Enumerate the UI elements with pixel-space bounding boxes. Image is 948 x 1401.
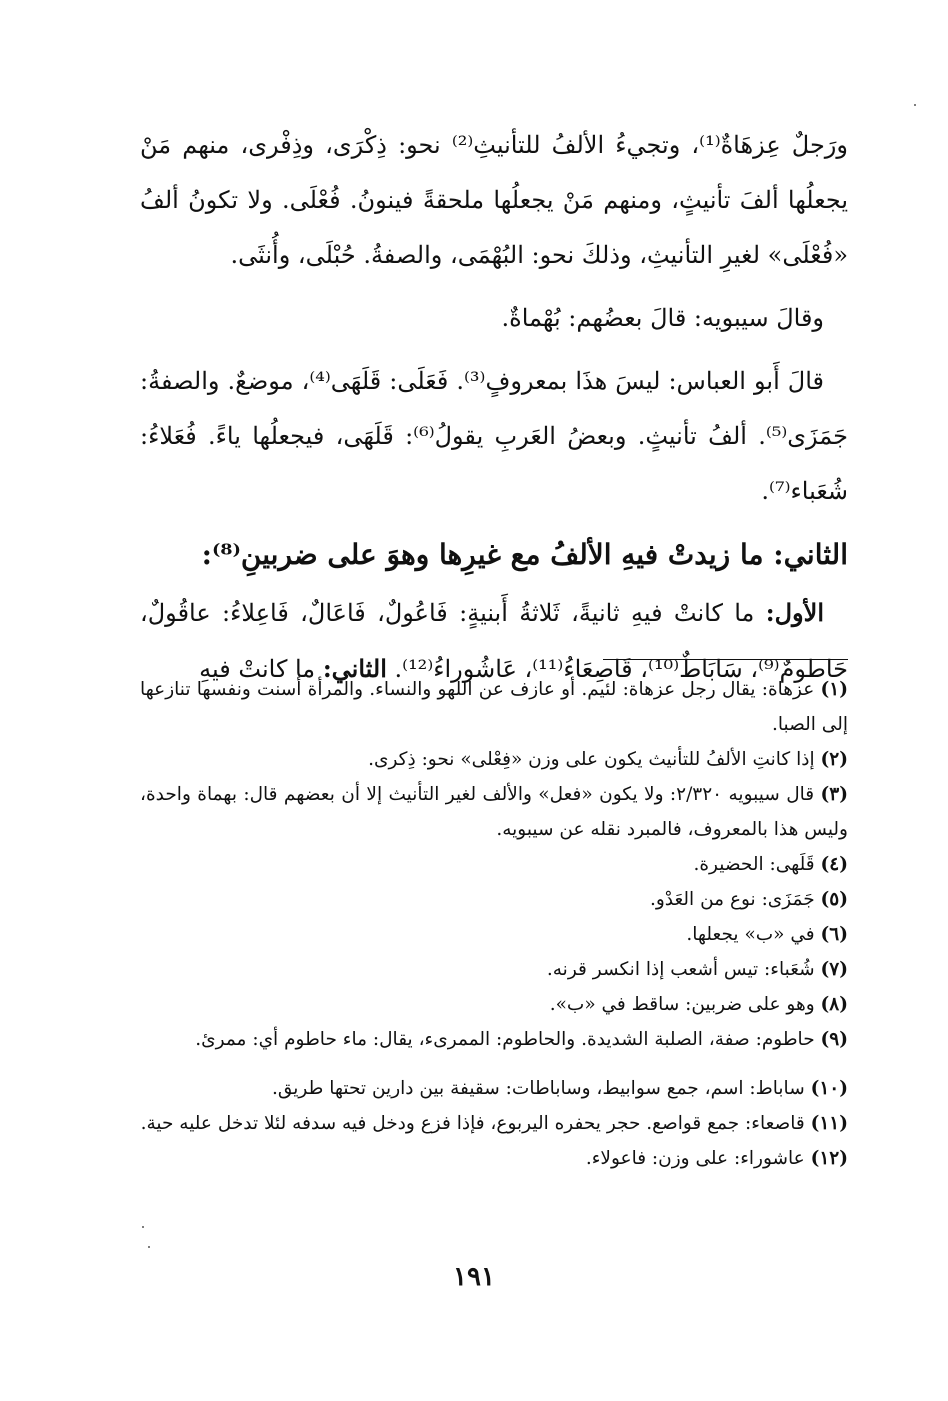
scan-speck [142, 1226, 144, 1228]
second-label: الثاني: [322, 654, 387, 683]
footnote: (٨) وهو على ضربين: ساقط في «ب». [549, 994, 848, 1015]
footnote: (٩) حاطوم: صفة، الصلبة الشديدة. والحاطوم: الممرىء، يقال: ماء حاطوم أي: ممرئ. [195, 1029, 848, 1050]
footnotes [140, 672, 848, 1176]
first-text: ما كانتْ فيهِ ثانيةً، ثَلاثةُ أَبنيةٍ: فَاعُولٌ، فَاعَالٌ، فَاعِلاءُ: عاقُولٌ، حَاطومٌ⁽⁹⁾، سَابَاطٌ⁽¹⁰⁾، قَاصِعَاءُ⁽¹¹⁾، عَاشُوراءُ⁽¹²⁾. [140, 599, 848, 683]
paragraph-1: ورَجلٌ عِزهَاةٌ⁽¹⁾، وتجيءُ الألفُ للتأنيثِ⁽²⁾ نحو: ذِكْرَى، وذِفْرى، منهم مَنْ يجعلُها ألفَ تأنيثٍ، ومنهم مَنْ يجعلُها ملحقةً فينونُ. فُعْلَى. ولا تكونُ ألفُ «فُعْلَى» لغيرِ التأنيثِ، وذلكَ نحو: البُهْمَى، والصفةُ. حُبْلَى، وأُنثَى. [140, 131, 848, 269]
footnote: (٥) جَمَزَى: نوع من العَدْو. [649, 889, 848, 910]
paragraph-2: وقالَ سيبويه: قالَ بعضُهم: بُهْماةٌ. [501, 304, 824, 332]
page-number: ١٩١ [453, 1262, 495, 1292]
footnote-separator [603, 659, 848, 660]
paragraph-3: قالَ أَبو العباس: ليسَ هذَا بمعروفٍ⁽³⁾. فَعَلَى: قَلَهَى⁽⁴⁾، موضعٌ. والصفةُ: جَمَزَى⁽⁵⁾. ألفُ تأنيثٍ. وبعضُ العَربِ يقولُ⁽⁶⁾: قَلَهَى، فيجعلُها ياءً. فُعَلاءُ: شُعَباء⁽⁷⁾. [140, 367, 849, 505]
scan-speck [914, 104, 916, 106]
section-heading: الثاني: ما زيدتْ فيهِ الألفُ مع غيرِها وهوَ على ضربينِ⁽⁸⁾: [201, 538, 848, 571]
first-label: الأول: [765, 598, 824, 627]
footnote: (١) عزهاة: يقال رجل عزهاة: لئيم. أو عازف عن اللهو والنساء. والمرأة أسنت ونفسها تنازعها إلى الصبا. [140, 679, 848, 735]
footnote: (١١) قاصعاء: جمع قواصع. حجر يحفره اليربوع، فإذا فزع ودخل فيه سدفه لئلا تدخل عليه حية. [140, 1113, 848, 1134]
footnote: (٧) شُعَباء: تيس أشعب إذا انكسر قرنه. [546, 959, 848, 980]
footnote: (١٠) ساباط: اسم، جمع سوابيط، وساباطات: سقيفة بين دارين تحتها طريق. [271, 1078, 848, 1099]
footnote: (١٢) عاشوراء: على وزن: فاعولاء. [585, 1148, 848, 1169]
footnote: (٢) إذا كانتِ الألفُ للتأنيث يكون على وزن «فِعْلى» نحو: ذِكرى. [368, 749, 848, 770]
scan-speck [148, 1246, 150, 1248]
footnote: (٤) قَلَهى: الحضيرة. [693, 854, 848, 875]
footnote: (٣) قال سيبويه ٢/٣٢٠: ولا يكون «فعل» والألف لغير التأنيث إلا أن بعضهم قال: بهماة واحدة، وليس هذا بالمعروف، فالمبرد نقله عن سيبويه. [140, 784, 848, 840]
second-text: ما كانتْ فيهِ [199, 655, 316, 683]
main-text [140, 118, 848, 697]
footnote: (٦) في «ب» يجعلها. [686, 924, 848, 945]
